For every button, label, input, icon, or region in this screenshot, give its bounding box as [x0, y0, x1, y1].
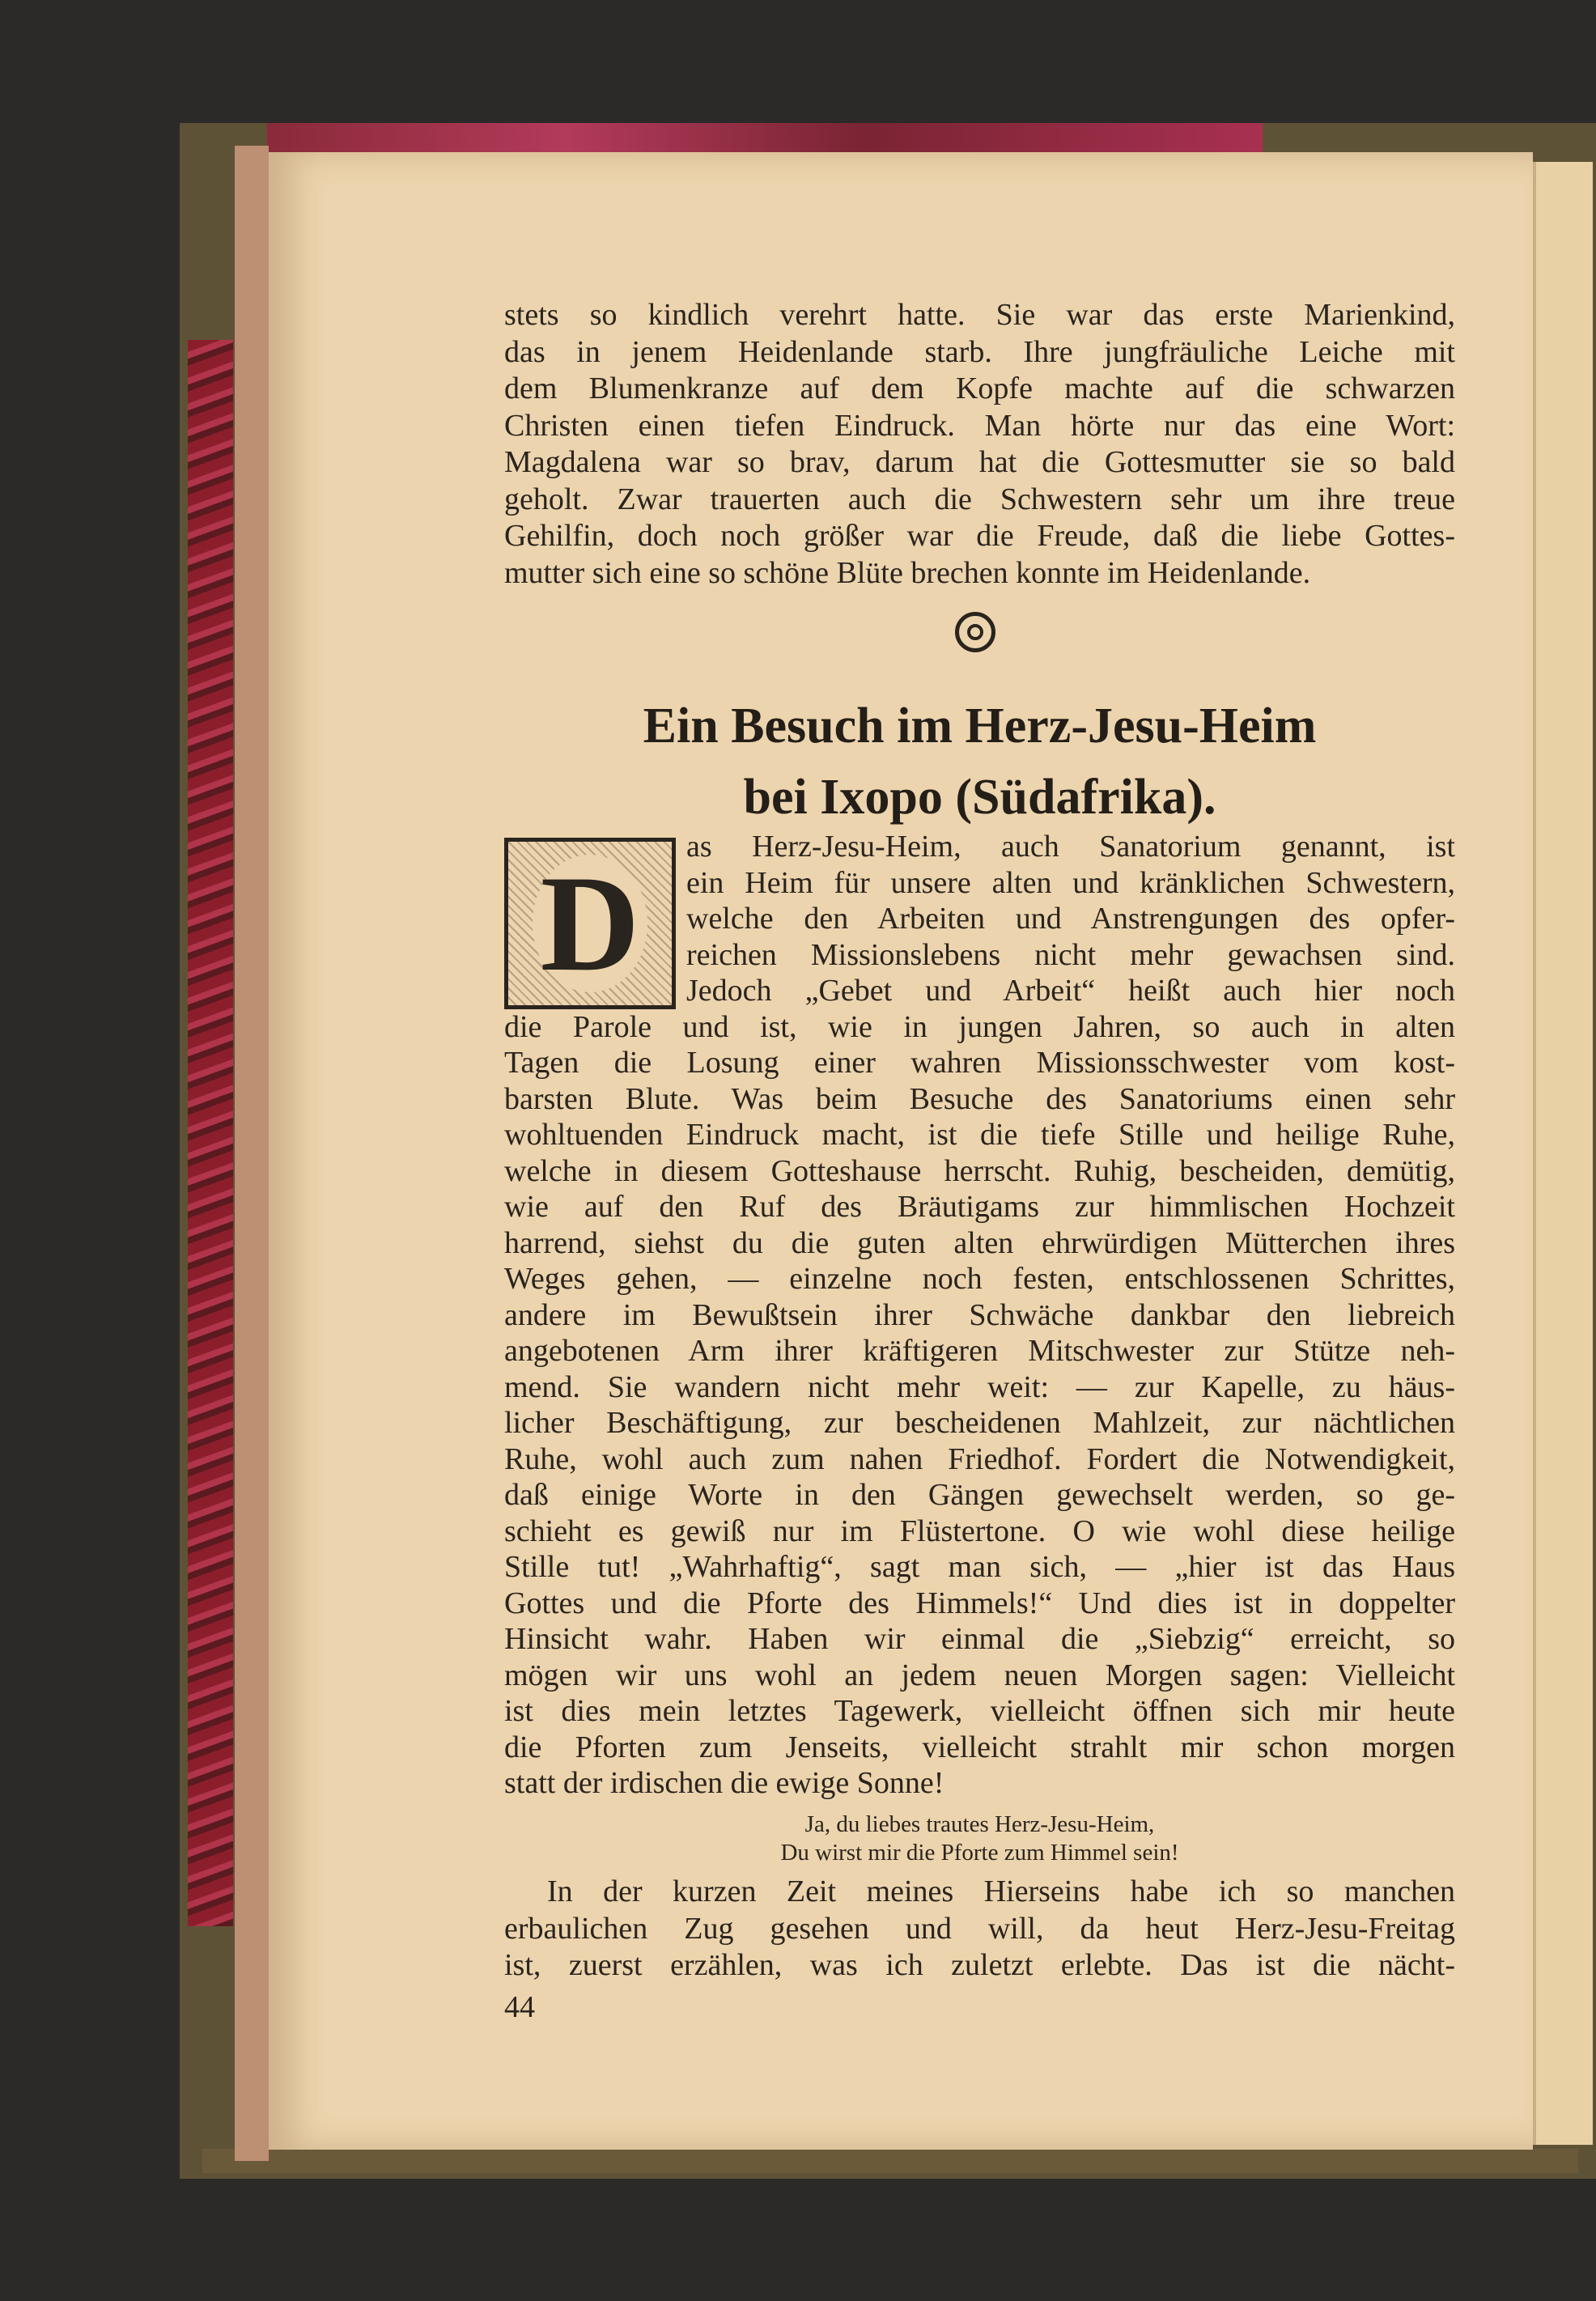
text-line: stets so kindlich verehrt hatte. Sie war das erste Marienkind, — [504, 298, 1455, 332]
text-line: Gottes und die Pforte des Himmels!“ Und dies ist in doppelter — [504, 1586, 1455, 1620]
text-line: licher Beschäftigung, zur bescheidenen Mahlzeit, zur nächtlichen — [504, 1406, 1455, 1440]
text-line: mutter sich eine so schöne Blüte brechen konnte im Heidenlande. — [504, 555, 1311, 590]
text-line: Jedoch „Gebet und Arbeit“ heißt auch hier noch — [686, 974, 1455, 1008]
text-line: mögen wir uns wohl an jedem neuen Morgen sagen: Vielleicht — [504, 1658, 1455, 1692]
text-line: reichen Missionslebens nicht mehr gewachsen sind. — [686, 937, 1455, 972]
text-line: Gehilfin, doch noch größer war die Freude, daß die liebe Gottes- — [504, 519, 1455, 553]
text-line: das in jenem Heidenlande starb. Ihre jungfräuliche Leiche mit — [504, 334, 1455, 369]
text-line: Tagen die Losung einer wahren Missionsschwester vom kost- — [504, 1046, 1455, 1080]
article-title-line-1: Ein Besuch im Herz-Jesu-Heim — [643, 698, 1317, 754]
text-line: ein Heim für unsere alten und kränklichen Schwestern, — [686, 865, 1455, 900]
text-line: ist, zuerst erzählen, was ich zuletzt erlebte. Das ist die nächt- — [504, 1948, 1455, 1982]
text-line: welche den Arbeiten und Anstrengungen des opfer- — [686, 902, 1455, 936]
text-line: as Herz-Jesu-Heim, auch Sanatorium genannt, ist — [686, 830, 1455, 864]
text-line: Magdalena war so brav, darum hat die Gottesmutter sie so bald — [504, 445, 1455, 479]
text-line: wohltuenden Eindruck macht, ist die tiefe Stille und heilige Ruhe, — [504, 1118, 1455, 1152]
text-line: die Pforten zum Jenseits, vielleicht strahlt mir schon morgen — [504, 1730, 1455, 1764]
text-line: In der kurzen Zeit meines Hierseins habe ich so manchen — [547, 1874, 1455, 1908]
section-ornament-icon — [955, 612, 995, 652]
text-line: wie auf den Ruf des Bräutigams zur himmlischen Hochzeit — [504, 1190, 1455, 1224]
text-line: harrend, siehst du die guten alten ehrwürdigen Mütterchen ihres — [504, 1225, 1455, 1260]
text-line: schieht es gewiß nur im Flüstertone. O wie wohl diese heilige — [504, 1513, 1455, 1548]
text-line: statt der irdischen die ewige Sonne! — [504, 1766, 944, 1800]
poem-line: Du wirst mir die Pforte zum Himmel sein! — [780, 1840, 1179, 1866]
text-line: Stille tut! „Wahrhaftig“, sagt man sich, — „hier ist das Haus — [504, 1550, 1455, 1584]
text-line: barsten Blute. Was beim Besuche des Sanatoriums einen sehr — [504, 1081, 1455, 1116]
text-line: Weges gehen, — einzelne noch festen, entschlossenen Schrittes, — [504, 1262, 1455, 1296]
text-line: Ruhe, wohl auch zum nahen Friedhof. Fordert die Notwendigkeit, — [504, 1441, 1455, 1476]
text-line: mend. Sie wandern nicht mehr weit: — zur Kapelle, zu häus- — [504, 1369, 1455, 1404]
drop-cap-letter: D — [533, 855, 648, 992]
text-line: andere im Bewußtsein ihrer Schwäche dankbar den liebreich — [504, 1297, 1455, 1332]
text-line: Hinsicht wahr. Haben wir einmal die „Siebzig“ erreicht, so — [504, 1622, 1455, 1656]
text-line: angebotenen Arm ihrer kräftigeren Mitschwester zur Stütze neh- — [504, 1334, 1455, 1368]
text-line: Christen einen tiefen Eindruck. Man hörte nur das eine Wort: — [504, 408, 1455, 443]
poem-line: Ja, du liebes trautes Herz-Jesu-Heim, — [804, 1811, 1155, 1837]
text-line: ist dies mein letztes Tagewerk, vielleicht öffnen sich mir heute — [504, 1694, 1455, 1728]
text-line: erbaulichen Zug gesehen und will, da heut Herz-Jesu-Freitag — [504, 1911, 1455, 1946]
article-title-line-2: bei Ixopo (Südafrika). — [743, 770, 1216, 825]
page-number: 44 — [504, 1990, 535, 2024]
text-line: dem Blumenkranze auf dem Kopfe machte auf die schwarzen — [504, 371, 1455, 405]
text-line: welche in diesem Gotteshause herrscht. Ruhig, bescheiden, demütig, — [504, 1153, 1455, 1188]
text-line: die Parole und ist, wie in jungen Jahren, so auch in alten — [504, 1009, 1455, 1044]
drop-cap-initial — [504, 838, 676, 1009]
text-line: daß einige Worte in den Gängen gewechselt werden, so ge- — [504, 1478, 1455, 1512]
text-line: geholt. Zwar trauerten auch die Schwestern sehr um ihre treue — [504, 482, 1455, 516]
